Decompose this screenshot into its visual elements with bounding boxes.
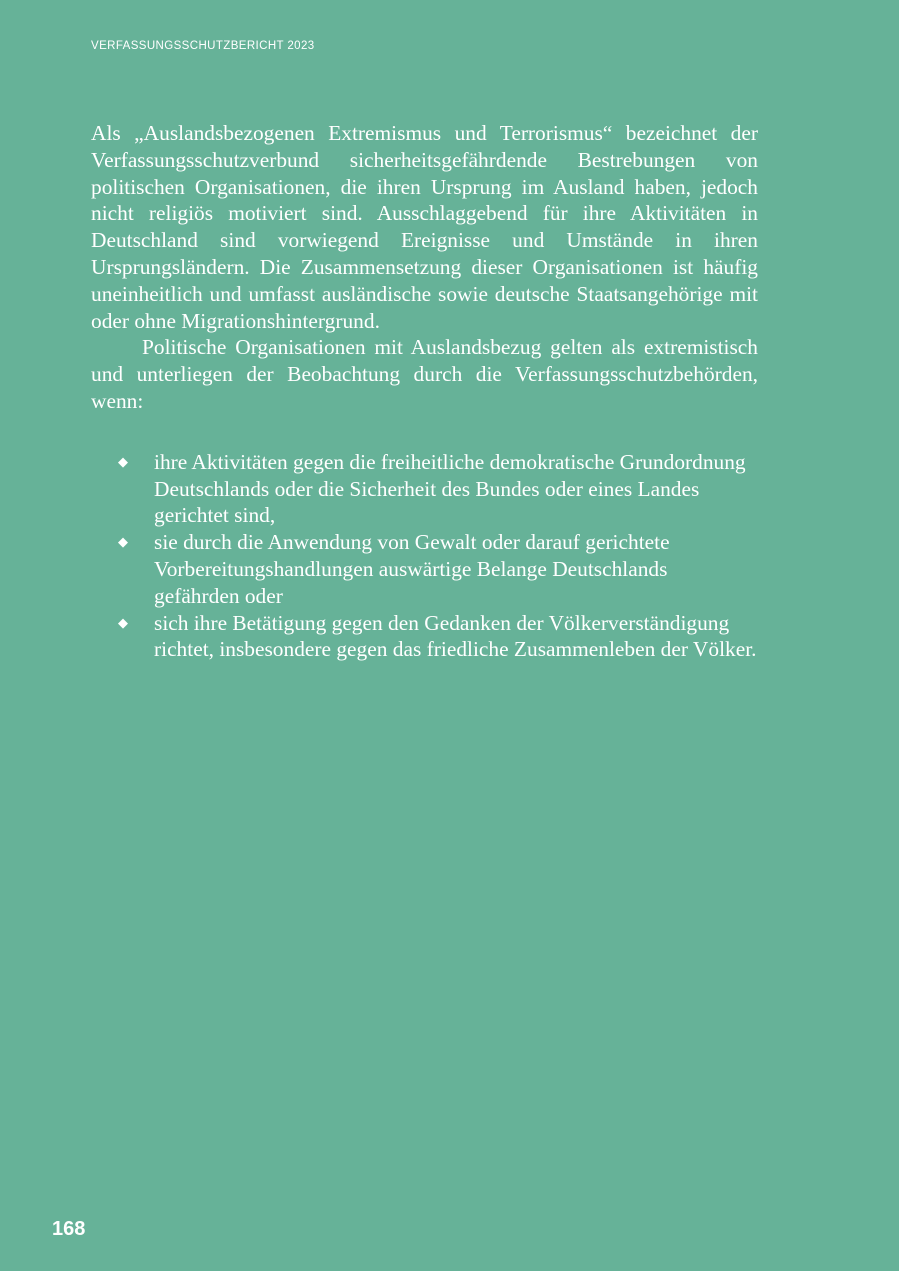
list-item-text: sich ihre Betätigung gegen den Gedanken der Völkerverständigung richtet, insbesondere gegen das friedliche Zusammenleben der Völker. (154, 610, 757, 662)
diamond-bullet-icon: ◆ (118, 614, 128, 630)
diamond-bullet-icon: ◆ (118, 534, 128, 550)
list-item-text: ihre Aktivitäten gegen die freiheitliche demokratische Grundordnung Deutschlands oder die Sicherheit des Bundes oder eines Landes gerichtet sind, (154, 449, 746, 528)
list-item (91, 610, 758, 664)
diamond-bullet-icon: ◆ (118, 453, 128, 469)
list-item-text: sie durch die Anwendung von Gewalt oder darauf gerichtete Vorbereitungshandlungen auswärtige Belange Deutschlands gefährden oder (154, 530, 670, 608)
list-item (91, 449, 758, 529)
body-text (91, 120, 758, 663)
list-item (91, 529, 758, 609)
criteria-intro-paragraph: Politische Organisationen mit Auslandsbezug gelten als extremistisch und unterliegen der Beobachtung durch die Verfassungsschutzbehörden, wenn: (91, 335, 758, 413)
criteria-list (91, 449, 758, 663)
intro-paragraph: Als „Auslandsbezogenen Extremismus und Terrorismus“ bezeichnet der Verfassungsschutzverbund sicherheitsgefährdende Bestrebungen von politischen Organisationen, die ihren Ursprung im Ausland haben, jedoch nicht religiös motiviert sind. Ausschlaggebend für ihre Aktivitäten in Deutschland sind vorwiegend Ereignisse und Umstände in ihren Ursprungsländern. Die Zusammensetzung dieser Organisationen ist häufig uneinheitlich und umfasst ausländische sowie deutsche Staatsangehörige mit oder ohne Migrationshintergrund. (91, 121, 758, 333)
page-number: 168 (52, 1218, 86, 1240)
running-header: VERFASSUNGSSCHUTZBERICHT 2023 (91, 40, 315, 52)
